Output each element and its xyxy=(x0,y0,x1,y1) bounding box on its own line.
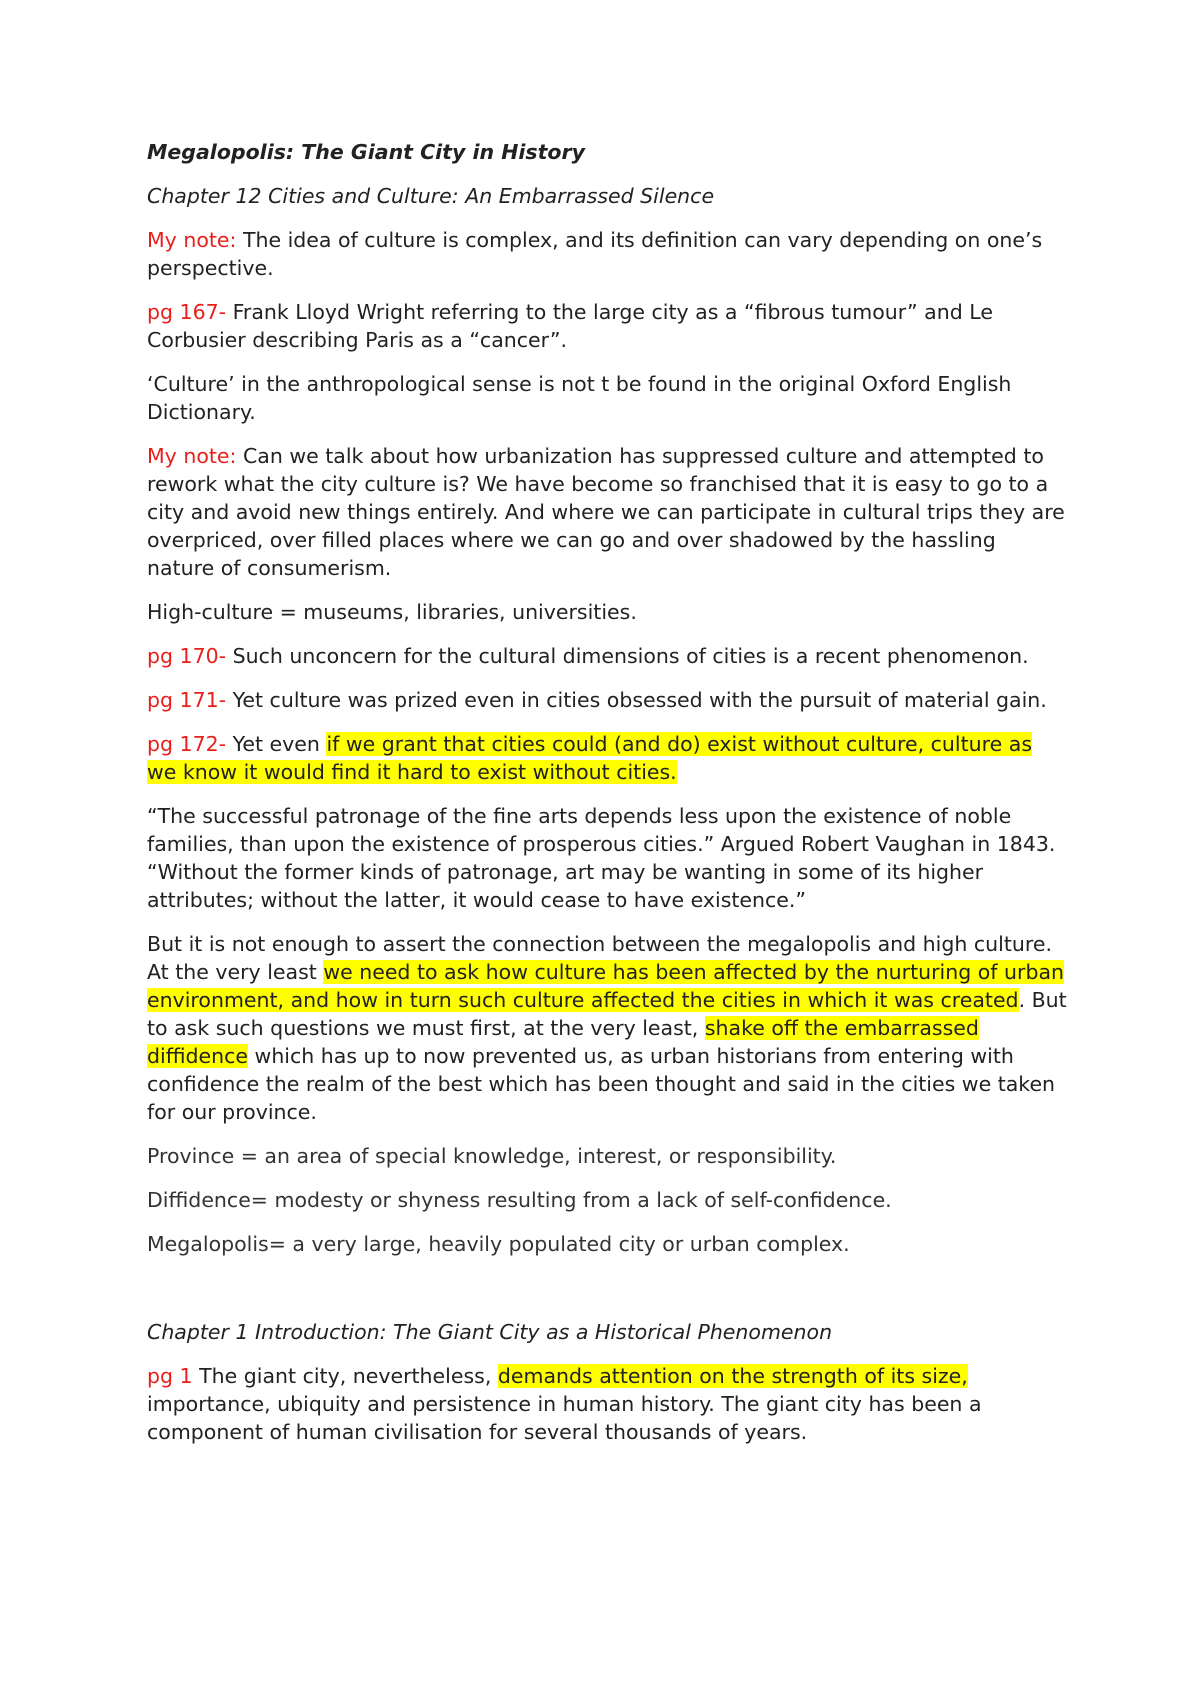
culture-definition-paragraph: ‘Culture’ in the anthropological sense is not t be found in the original Oxford English Dictionary. xyxy=(147,372,1012,424)
note-text: Can we talk about how urbanization has suppressed culture and attempted to rework what the city culture is? We have become so franchised that it is easy to go to a city and avoid new things entirely. And where we can participate in cultural trips they are overpriced, over filled places where we can go and over shadowed by the hassling nature of consumerism. xyxy=(147,444,1065,580)
page-ref-171 xyxy=(147,686,1067,714)
page-ref-167 xyxy=(147,298,1067,354)
page-ref-text: The giant city, nevertheless, xyxy=(192,1364,498,1388)
highlighted-text: demands attention on the strength of its size, xyxy=(497,1364,968,1388)
page-label: pg 170- xyxy=(147,644,227,668)
high-culture-line: High-culture = museums, libraries, universities. xyxy=(147,600,637,624)
megalopolis-culture-paragraph xyxy=(147,930,1067,1126)
definition-province: Province = an area of special knowledge, interest, or responsibility. xyxy=(147,1144,837,1168)
document-page xyxy=(147,138,1067,1462)
note-text: The idea of culture is complex, and its definition can vary depending on one’s perspective. xyxy=(147,228,1043,280)
page-ref-text: Yet culture was prized even in cities obsessed with the pursuit of material gain. xyxy=(226,688,1047,712)
page-label: pg 172- xyxy=(147,732,227,756)
note-paragraph-2 xyxy=(147,442,1067,582)
chapter-1-heading: Chapter 1 Introduction: The Giant City as a Historical Phenomenon xyxy=(147,1320,833,1344)
highlighted-text: if we grant that cities could (and do) exist without culture, culture as we know it would find it hard to exist without cities. xyxy=(147,732,1032,784)
page-label: pg 167- xyxy=(147,300,227,324)
page-ref-text: Such unconcern for the cultural dimensions of cities is a recent phenomenon. xyxy=(226,644,1029,668)
page-ref-text: importance, ubiquity and persistence in human history. The giant city has been a component of human civilisation for several thousands of years. xyxy=(147,1392,982,1444)
document-title: Megalopolis: The Giant City in History xyxy=(147,140,585,164)
page-label: pg 1 xyxy=(147,1364,193,1388)
definition-diffidence: Diffidence= modesty or shyness resulting from a lack of self-confidence. xyxy=(147,1188,892,1212)
highlighted-text: shake off the embarrassed diffidence xyxy=(147,1016,979,1068)
paragraph-text: . But to ask such questions we must first, at the very least, xyxy=(147,988,1067,1040)
page-ref-text: Yet even xyxy=(226,732,327,756)
vaughan-quote-paragraph: “The successful patronage of the fine arts depends less upon the existence of noble families, than upon the existence of prosperous cities.” Argued Robert Vaughan in 1843. “Without the former kinds of patronage, art may be wanting in some of its higher attributes; without the latter, it would cease to have existence.” xyxy=(147,804,1056,912)
page-ref-1 xyxy=(147,1362,1067,1446)
paragraph-text: which has up to now prevented us, as urban historians from entering with confidence the realm of the best which has been thought and said in the cities we taken for our province. xyxy=(147,1044,1056,1124)
highlighted-text: we need to ask how culture has been affected by the nurturing of urban environment, and how in turn such culture affected the cities in which it was created xyxy=(147,960,1065,1012)
chapter-12-heading: Chapter 12 Cities and Culture: An Embarrassed Silence xyxy=(147,184,715,208)
note-label: My note: xyxy=(147,444,237,468)
page-ref-172 xyxy=(147,730,1067,786)
paragraph-text: But it is not enough to assert the connection between the megalopolis and high culture. At the very least xyxy=(147,932,1052,984)
page-label: pg 171- xyxy=(147,688,227,712)
note-paragraph-1 xyxy=(147,226,1067,282)
page-ref-text: Frank Lloyd Wright referring to the large city as a “fibrous tumour” and Le Corbusier describing Paris as a “cancer”. xyxy=(147,300,993,352)
note-label: My note: xyxy=(147,228,237,252)
page-ref-170 xyxy=(147,642,1067,670)
definition-megalopolis: Megalopolis= a very large, heavily populated city or urban complex. xyxy=(147,1232,850,1256)
section-spacer xyxy=(147,1274,1067,1318)
